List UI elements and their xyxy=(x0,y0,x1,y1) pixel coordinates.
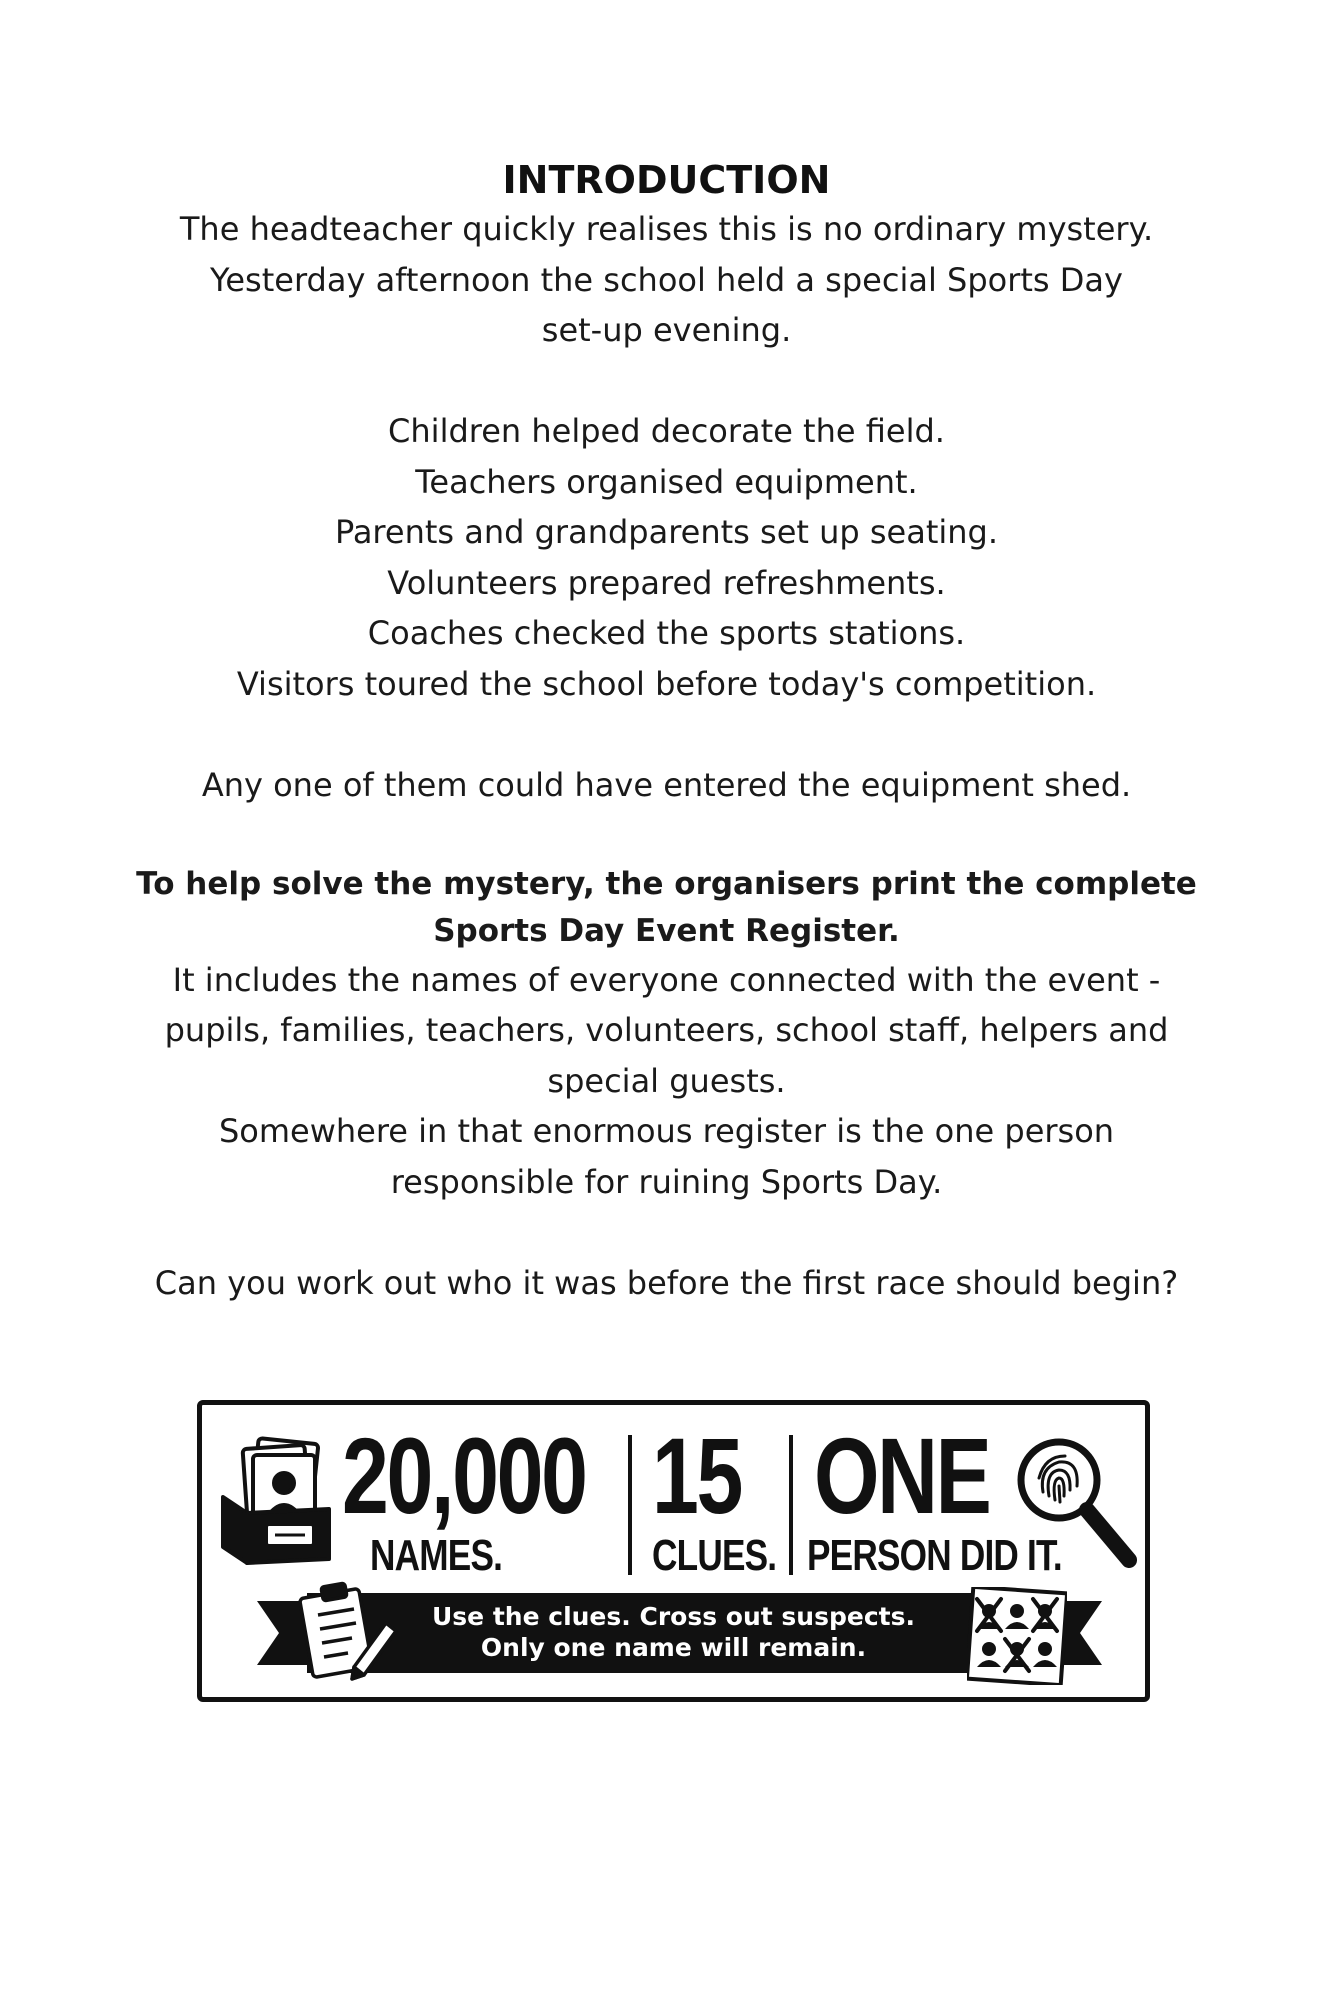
magnifying-glass-fingerprint-icon xyxy=(1009,1430,1149,1580)
stat-clues-number: 15 xyxy=(652,1415,742,1536)
stat-one-label: PERSON DID IT. xyxy=(807,1531,1062,1580)
mystery-banner xyxy=(197,1400,1150,1702)
intro-bold-line: To help solve the mystery, the organisers print the complete xyxy=(136,865,1197,902)
intro-line: Somewhere in that enormous register is the one person xyxy=(218,1112,1115,1150)
intro-bold-line: Sports Day Event Register. xyxy=(433,912,900,949)
introduction-heading: INTRODUCTION xyxy=(502,158,831,202)
intro-line: The headteacher quickly realises this is no ordinary mystery. xyxy=(179,210,1154,248)
intro-line: responsible for ruining Sports Day. xyxy=(390,1162,943,1201)
intro-line: Can you work out who it was before the first race should begin? xyxy=(154,1263,1179,1302)
intro-line: Coaches checked the sports stations. xyxy=(367,614,966,652)
intro-line: set-up evening. xyxy=(541,311,792,349)
stat-divider xyxy=(789,1435,793,1575)
stat-divider xyxy=(628,1435,632,1575)
intro-line: Volunteers prepared refreshments. xyxy=(387,563,946,602)
stat-names-label: NAMES. xyxy=(370,1531,503,1580)
intro-line: Visitors toured the school before today's competition. xyxy=(236,664,1097,703)
intro-line: Parents and grandparents set up seating. xyxy=(334,513,999,551)
intro-line: Children helped decorate the field. xyxy=(388,412,945,450)
clipboard-pencil-icon xyxy=(292,1577,402,1687)
stat-names-number: 20,000 xyxy=(342,1415,586,1536)
ribbon-line-1: Use the clues. Cross out suspects. xyxy=(432,1602,915,1631)
intro-line: special guests. xyxy=(547,1061,786,1100)
intro-line: Yesterday afternoon the school held a special Sports Day xyxy=(210,260,1123,299)
stat-one-number: ONE xyxy=(814,1415,990,1536)
intro-line: Teachers organised equipment. xyxy=(415,462,918,501)
intro-line: pupils, families, teachers, volunteers, school staff, helpers and xyxy=(164,1011,1169,1049)
suspects-grid-icon xyxy=(967,1587,1067,1685)
card-file-box-icon xyxy=(217,1435,337,1570)
introduction-section xyxy=(0,156,1333,1308)
ribbon-line-2: Only one name will remain. xyxy=(480,1633,867,1662)
intro-line: It includes the names of everyone connected with the event - xyxy=(172,960,1161,999)
intro-line: Any one of them could have entered the equipment shed. xyxy=(201,765,1132,804)
stat-clues-label: CLUES. xyxy=(652,1531,777,1580)
